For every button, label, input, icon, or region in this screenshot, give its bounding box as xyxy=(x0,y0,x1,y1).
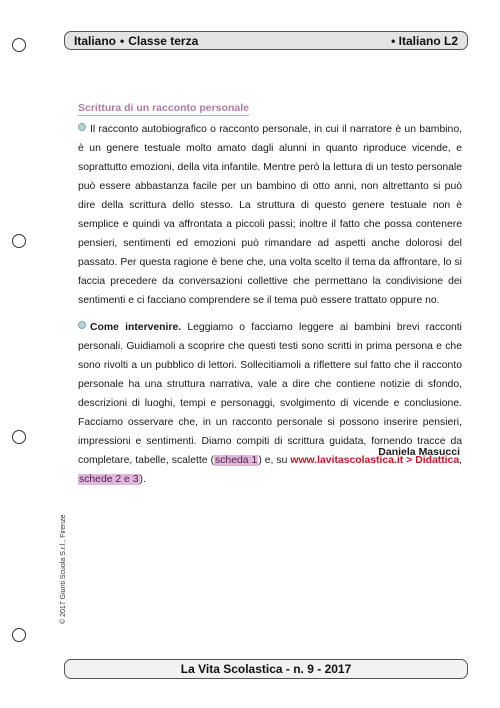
copyright-notice: © 2017 Giunti Scuola S.r.l., Firenze xyxy=(60,514,67,624)
worksheet-ref-2[interactable]: schede 2 e 3 xyxy=(79,474,139,485)
header-left xyxy=(74,34,198,48)
page-header xyxy=(64,31,468,50)
website-link[interactable]: www.lavitascolastica.it > Didattica xyxy=(290,455,460,466)
paragraph-2-end: ). xyxy=(139,474,146,485)
paragraph-2-mid: ) e, su xyxy=(258,455,291,466)
binder-hole-3 xyxy=(12,430,26,444)
binder-hole-1 xyxy=(12,38,26,52)
paragraph-2 xyxy=(78,318,462,489)
header-class: Classe terza xyxy=(128,33,199,48)
binder-hole-4 xyxy=(12,628,26,642)
article xyxy=(78,98,462,489)
binder-hole-2 xyxy=(12,234,26,248)
worksheet-ref-1[interactable]: scheda 1 xyxy=(215,455,258,466)
header-right: • Italiano L2 xyxy=(391,33,458,48)
bullet-icon xyxy=(78,321,86,329)
author-signature: Daniela Masucci xyxy=(378,446,460,458)
page-footer xyxy=(64,659,468,679)
paragraph-1-text: Il racconto autobiografico o racconto personale, in cui il narratore è un bambino, è un genere testuale molto amato dagli alunni in quanto riproduce vicende, e soprattutto emozioni, della vita infantile. Mentre però la lettura di un testo personale può essere abbastanza facile per un bambino di otto anni, non altrettanto si può dire della scrittura dello stesso. La struttura di questo genere testuale non è semplice e quindi va affrontata a piccoli passi; inoltre il fatto che possa contenere pensieri, sentimenti ed emozioni può rimandare ad aspetti anche dolorosi del passato. Per questa ragione è bene che, una volta scelto il tema da affrontare, lo si faccia precedere da conversazioni collettive che permettano la condivisione dei sentimenti e ci facciano comprendere se il tema può essere trattato oppure no. xyxy=(78,124,462,306)
paragraph-2-text: Leggiamo o facciamo leggere ai bambini brevi racconti personali. Guidiamoli a scoprire che questi testi sono scritti in prima persona e che sono rivolti a un pubblico di lettori. Sollecitiamoli a riflettere sul fatto che il racconto personale ha una struttura narrativa, vale a dire che contiene notizie di sfondo, descrizioni di luoghi, tempi e personaggi, svolgimento di vicende e conclusione. Facciamo osservare che, in un racconto personale si possono inserire pensieri, impressioni e sentimenti. Diamo compiti di scrittura guidata, fornendo tracce da completare, tabelle, scalette ( xyxy=(78,322,462,466)
paragraph-2-lead: Come intervenire. xyxy=(90,322,182,333)
bullet-icon xyxy=(78,123,86,131)
paragraph-2-comma: , xyxy=(459,455,463,466)
article-heading: Scrittura di un racconto personale xyxy=(78,102,249,114)
header-separator: • xyxy=(120,33,125,48)
footer-text: La Vita Scolastica - n. 9 - 2017 xyxy=(180,662,352,676)
paragraph-1 xyxy=(78,120,462,310)
header-subject: Italiano xyxy=(74,33,117,48)
